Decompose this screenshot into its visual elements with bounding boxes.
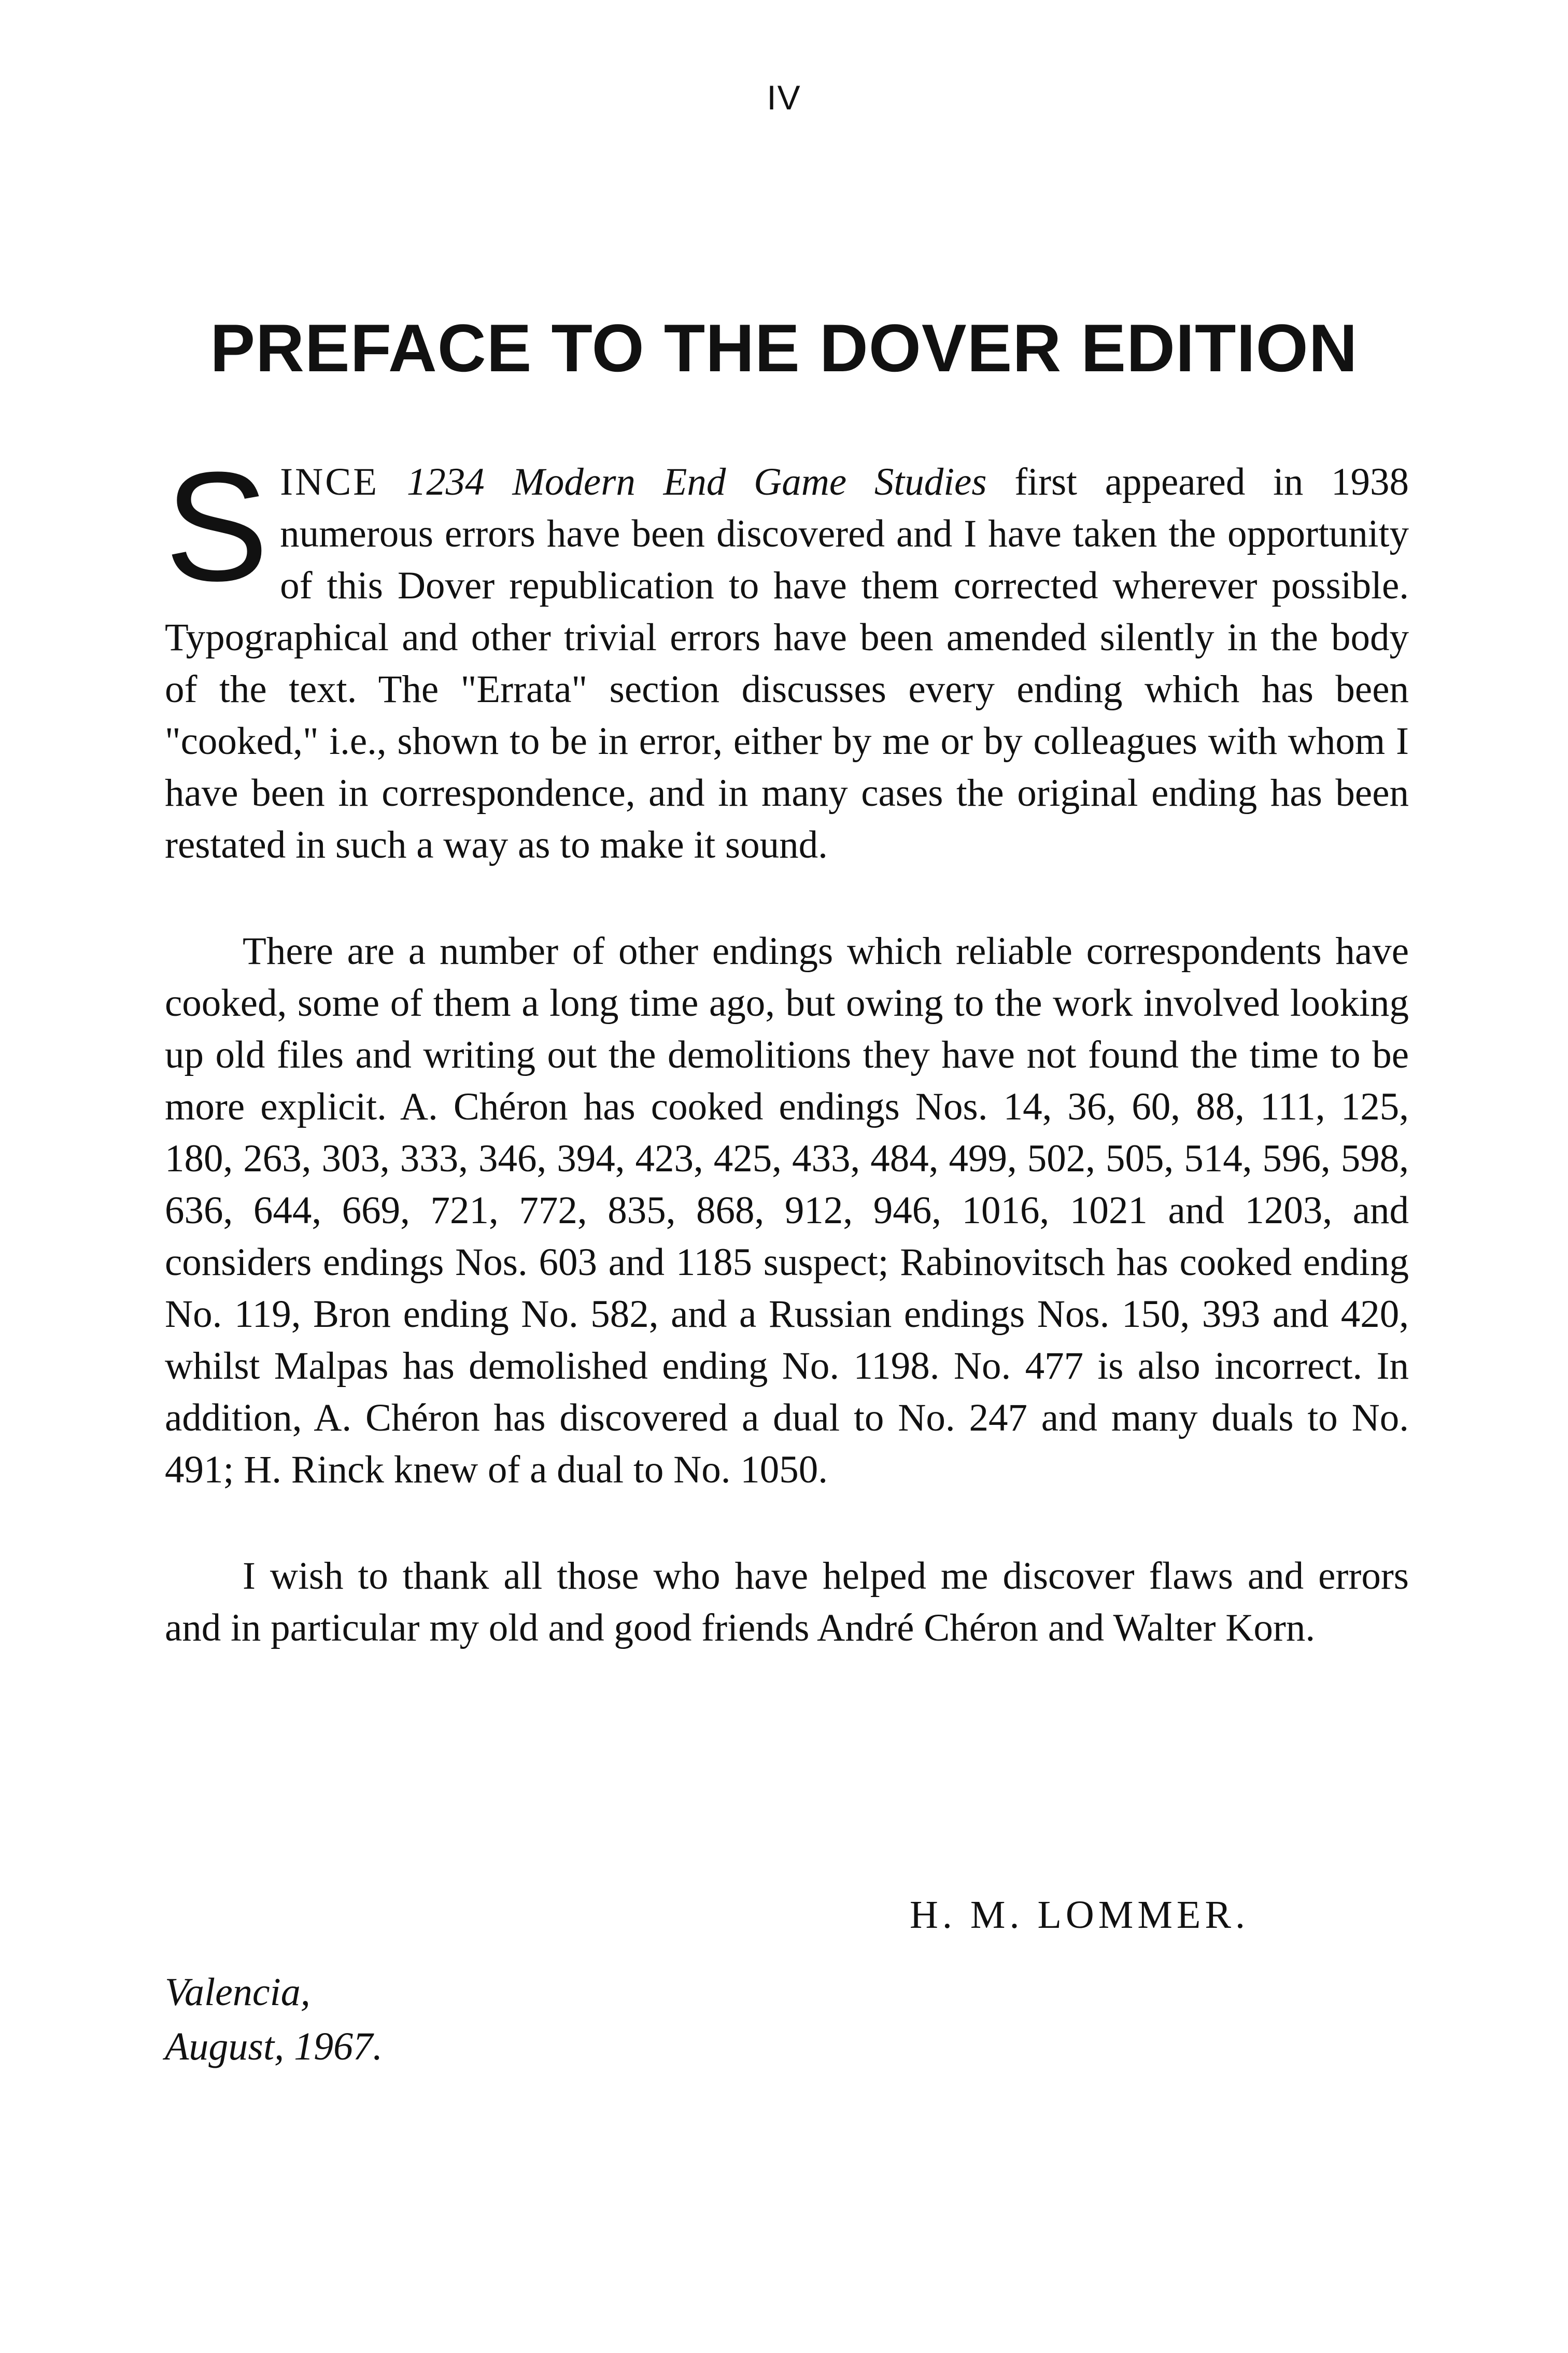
paragraph-3: I wish to thank all those who have helped me discover flaws and errors and in particular my old and good friends André Chéron and Walter Korn. (165, 1554, 1409, 1649)
author-signature: H. M. LOMMER. (910, 1893, 1250, 1937)
paragraph-1 (165, 439, 1409, 871)
drop-cap: S (165, 439, 269, 613)
place: Valencia, (165, 1970, 310, 2014)
place-date (165, 1965, 383, 2074)
page-number: IV (767, 78, 801, 117)
paragraph-1-text: first appeared in 1938 numerous errors have been discovered and I have taken the opportunity of this Dover republication to have them corrected wherever possible. Typographical and other trivial errors have been amended silently in the body of the text. The "Errata" section discusses every ending which has been "cooked," i.e., shown to be in error, either by me or by colleagues with whom I have been in correspondence, and in many cases the original ending has been restated in such a way as to make it sound. (165, 460, 1409, 866)
preface-body (165, 439, 1409, 1708)
paragraph-2: There are a number of other endings which reliable correspondents have cooked, some of them a long time ago, but owing to the work involved looking up old files and writing out the demolitions they have not found the time to be more explicit. A. Chéron has cooked endings Nos. 14, 36, 60, 88, 111, 125, 180, 263, 303, 333, 346, 394, 423, 425, 433, 484, 499, 502, 505, 514, 596, 598, 636, 644, 669, 721, 772, 835, 868, 912, 946, 1016, 1021 and 1203, and considers endings Nos. 603 and 1185 suspect; Rabinovitsch has cooked ending No. 119, Bron ending No. 582, and a Russian endings Nos. 150, 393 and 420, whilst Malpas has demolished ending No. 1198. No. 477 is also incorrect. In addition, A. Chéron has discovered a dual to No. 247 and many duals to No. 491; H. Rinck knew of a dual to No. 1050. (165, 930, 1409, 1491)
opening-caps: INCE (280, 460, 379, 503)
date: August, 1967. (165, 2025, 383, 2068)
page-title: PREFACE TO THE DOVER EDITION (210, 310, 1358, 386)
book-title: 1234 Modern End Game Studies (406, 460, 987, 503)
